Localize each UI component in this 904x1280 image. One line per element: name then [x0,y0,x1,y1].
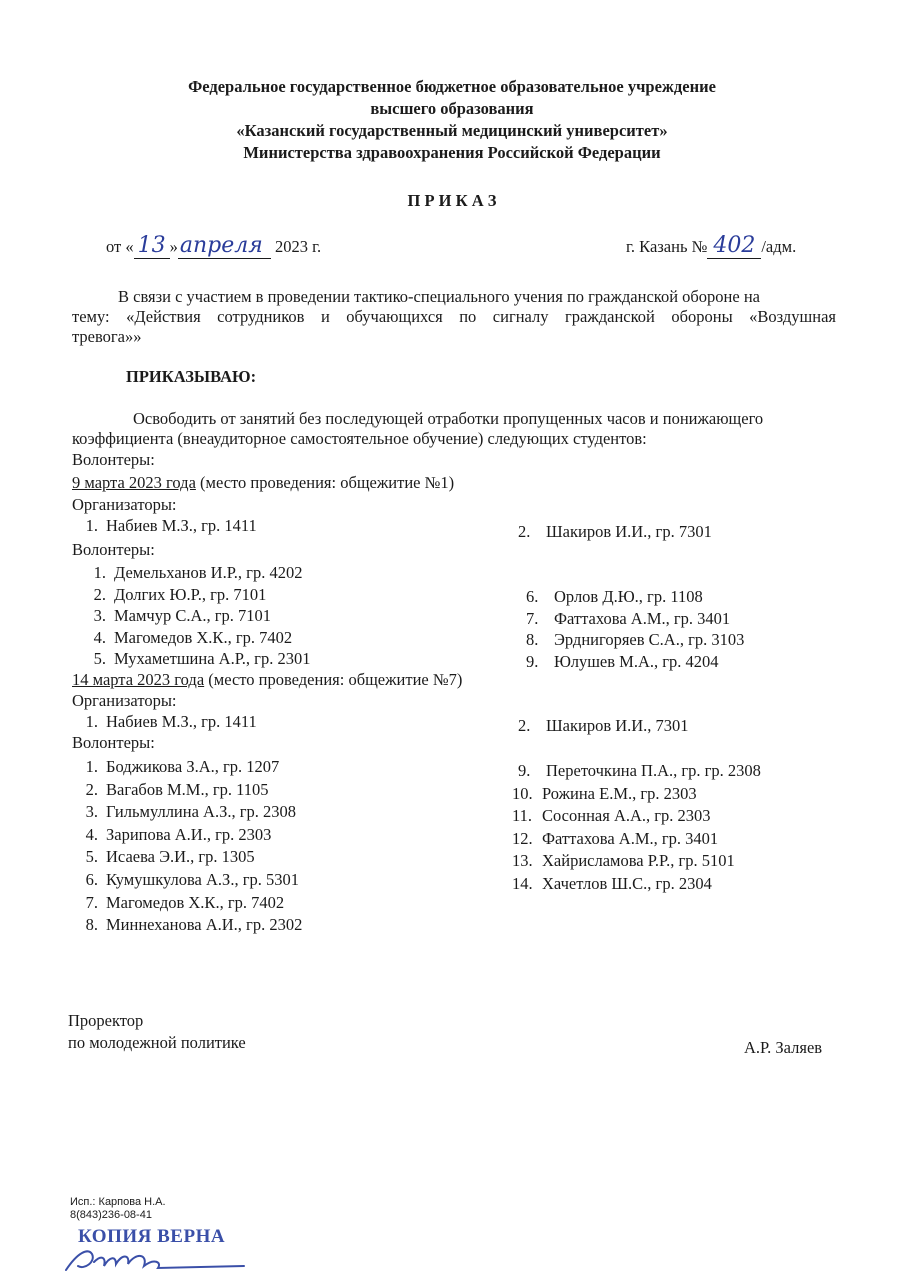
list-item-text: Переточкина П.А., гр. гр. 2308 [546,761,761,780]
list-item-number: 11. [512,806,533,826]
intro-line2: тему: «Действия сотрудников и обучающихся по сигналу гражданской обороны «Воздушная [72,307,836,326]
list-item-text: Зарипова А.И., гр. 2303 [106,824,272,844]
list-item-number: 1. [85,757,98,776]
volunteers-label: Волонтеры: [72,450,155,469]
list-item [518,522,712,542]
list-item-text: Юлушев М.А., гр. 4204 [554,651,719,671]
list-item-number: 9. [526,651,539,671]
list-item-text: Мамчур С.А., гр. 7101 [114,606,272,625]
header-institution-line3: «Казанский государственный медицинский университет» [236,121,668,140]
event2-org-left [72,712,257,732]
list-item [72,914,302,937]
list-item [72,712,257,732]
list-item [526,651,744,673]
executor-phone: 8(843)236-08-41 [70,1209,152,1221]
list-item-text: Демельханов И.Р., гр. 4202 [114,563,303,582]
list-item [72,892,302,915]
event1-date: 9 марта 2023 года [72,473,196,492]
list-item-text: Орлов Д.Ю., гр. 1108 [554,587,703,606]
list-item [512,760,761,783]
list-item-number: 5. [85,847,98,867]
event2-org-right [518,716,689,736]
list-item-text: Исаева Э.И., гр. 1305 [106,847,255,867]
order-number [626,233,797,258]
order-month-handwritten: апреля [178,233,271,259]
list-item-number: 1. [85,712,98,731]
order-quote: » [169,237,178,256]
event1-volunteers-label: Волонтеры: [72,540,155,559]
list-item [80,562,310,584]
list-item-text: Набиев М.З., гр. 1411 [106,712,257,731]
list-item [512,805,761,828]
list-item [80,605,310,627]
header-institution-line4: Министерства здравоохранения Российской Федерации [243,143,661,162]
list-item-number: 7. [526,608,539,628]
list-item-text: Магомедов Х.К., гр. 7402 [114,627,293,647]
list-item [72,516,257,536]
command-heading: ПРИКАЗЫВАЮ: [126,367,257,386]
order-city-label: г. Казань № [626,237,708,256]
list-item [72,869,302,892]
list-item-number: 6. [526,587,539,606]
list-item-number: 13. [512,851,533,871]
order-day-handwritten: 13 [134,233,170,259]
list-item [80,584,310,606]
list-item-number: 12. [512,828,533,848]
list-item-text: Набиев М.З., гр. 1411 [106,516,257,535]
list-item [72,801,302,824]
order-year: 2023 г. [274,237,322,256]
document-title: П Р И К А З [407,191,497,210]
body-line2: коэффициента (внеаудиторное самостоятельное обучение) следующих студентов: [72,429,647,448]
list-item-text: Боджикова З.А., гр. 1207 [106,757,280,776]
list-item-number: 3. [85,802,98,822]
list-item-text: Сосонная А.А., гр. 2303 [542,806,711,826]
list-item-number: 4. [93,627,106,647]
list-item [512,828,761,851]
event2-volunteers-label: Волонтеры: [72,733,155,752]
list-item-number: 14. [512,873,533,893]
intro-line3: тревога»» [72,327,142,346]
list-item-number: 2. [93,584,106,604]
list-item-number: 8. [526,630,539,649]
list-item [72,846,302,869]
list-item-number: 10. [512,783,533,803]
list-item [72,756,302,779]
list-item-text: Кумушкулова А.З., гр. 5301 [106,869,299,889]
list-item [512,873,761,896]
list-item-number: 7. [85,892,98,912]
list-item-text: Шакиров И.И., гр. 7301 [546,522,712,541]
list-item-text: Мухаметшина А.Р., гр. 2301 [114,649,311,668]
intro-line1: В связи с участием в проведении тактико-специального учения по гражданской обороне на [118,287,760,306]
list-item-text: Хачетлов Ш.С., гр. 2304 [542,873,712,893]
list-item-text: Магомедов Х.К., гр. 7402 [106,892,285,912]
list-item-text: Фаттахова А.М., гр. 3401 [554,608,731,628]
event1-place: (место проведения: общежитие №1) [195,473,455,492]
event2-date: 14 марта 2023 года [72,670,205,689]
event1-heading [72,473,454,493]
list-item-text: Гильмуллина А.З., гр. 2308 [106,802,296,822]
list-item [526,629,744,651]
order-from-label: от « [106,237,134,256]
event1-organizers-label: Организаторы: [72,495,177,514]
list-item-number: 2. [518,716,531,735]
list-item [512,850,761,873]
list-item-number: 8. [85,915,98,935]
list-item-number: 2. [518,522,531,541]
list-item-text: Долгих Ю.Р., гр. 7101 [114,584,267,604]
list-item-text: Рожина Е.М., гр. 2303 [542,783,697,803]
list-item [72,824,302,847]
list-item-text: Шакиров И.И., 7301 [546,716,689,735]
event1-org-left [72,516,257,536]
list-item [518,716,689,736]
list-item-text: Фаттахова А.М., гр. 3401 [542,828,719,848]
handwritten-signature-icon [58,1244,248,1276]
header-institution-line2: высшего образования [370,99,534,118]
list-item-number: 2. [85,779,98,799]
body-line1: Освободить от занятий без последующей отработки пропущенных часов и понижающего [133,409,764,428]
signatory-name: А.Р. Заляев [744,1038,823,1057]
certified-copy-stamp: КОПИЯ ВЕРНА [78,1226,226,1247]
executor-name: Исп.: Карпова Н.А. [70,1196,166,1208]
list-item [512,783,761,806]
event2-place: (место проведения: общежитие №7) [204,670,463,689]
event1-volunteers-left [80,562,310,670]
event2-volunteers-right [512,760,761,896]
list-item-text: Миннеханова А.И., гр. 2302 [106,915,303,935]
list-item-text: Хайрисламова Р.Р., гр. 5101 [542,851,735,871]
list-item [72,779,302,802]
order-number-handwritten: 402 [707,233,761,259]
list-item-text: Вагабов М.М., гр. 1105 [106,779,269,799]
list-item [526,608,744,630]
list-item [80,648,310,670]
event1-volunteers-right [526,586,744,672]
order-date [106,233,322,258]
list-item-number: 1. [93,563,106,582]
list-item-number: 9. [518,761,531,780]
list-item-number: 4. [85,824,98,844]
list-item-number: 3. [93,606,106,625]
event2-organizers-label: Организаторы: [72,691,177,710]
list-item [526,586,744,608]
list-item-number: 1. [85,516,98,535]
list-item [80,627,310,649]
list-item-number: 5. [93,649,106,668]
list-item-text: Эрднигоряев С.А., гр. 3103 [554,630,745,649]
event1-org-right [518,522,712,542]
list-item-number: 6. [85,869,98,889]
header-institution-line1: Федеральное государственное бюджетное образовательное учреждение [188,77,716,96]
signatory-title-line1: Проректор [68,1011,144,1030]
event2-volunteers-left [72,756,302,937]
order-number-suffix: /адм. [761,237,797,256]
signatory-title-line2: по молодежной политике [68,1033,246,1052]
event2-heading [72,670,462,690]
